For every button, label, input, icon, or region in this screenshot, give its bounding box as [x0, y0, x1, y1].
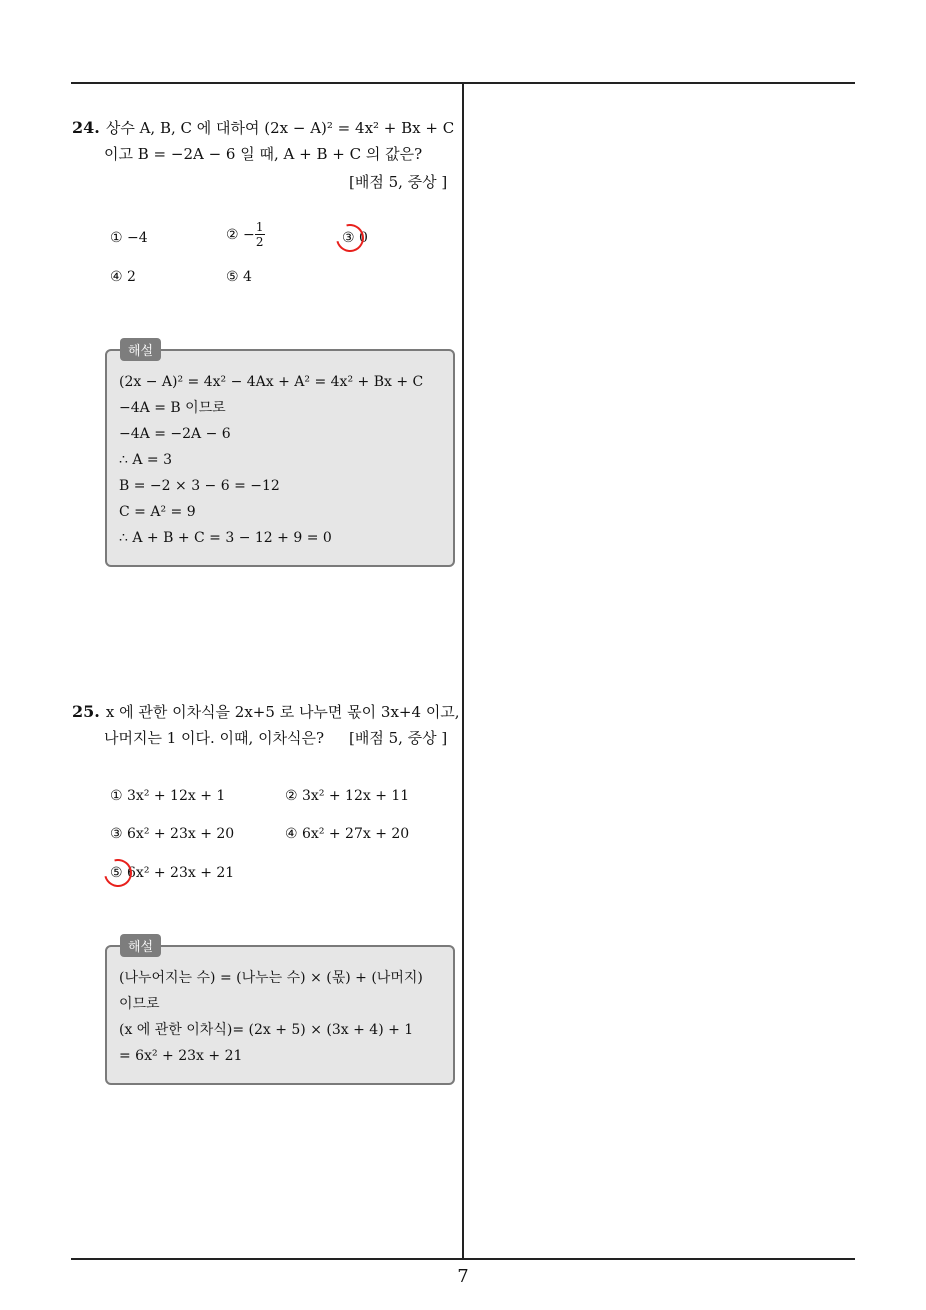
q24-text1: 상수 A, B, C 에 대하여 (2x − A)² = 4x² + Bx + C [105, 119, 455, 137]
page-number: 7 [457, 1266, 469, 1287]
choice-mark-3: ③ [110, 826, 123, 842]
choice-value: 6x² + 23x + 20 [127, 826, 235, 842]
solution-line: B = −2 × 3 − 6 = −12 [119, 478, 280, 494]
answer-circle-mark [331, 219, 369, 257]
solution-line: (x 에 관한 이차식)= (2x + 5) × (3x + 4) + 1 [119, 1022, 414, 1038]
choice-mark-5-text: ⑤ [110, 865, 123, 881]
choice-value: 2 [127, 269, 136, 285]
choice-mark-3-text: ③ [342, 230, 355, 246]
solution-label: 해설 [120, 934, 161, 957]
choice-value: 6x² + 23x + 21 [127, 865, 235, 881]
choice-mark-4: ④ [110, 269, 123, 285]
q24-choice-2[interactable] [226, 220, 265, 249]
choice-value: −4 [127, 230, 148, 246]
choice-mark-4: ④ [285, 826, 298, 842]
choice-mark-5: ⑤ [226, 269, 239, 285]
bottom-rule [71, 1258, 855, 1260]
q25-text1: x 에 관한 이차식을 2x+5 로 나누면 몫이 3x+4 이고, [105, 703, 460, 721]
q25-choice-5[interactable] [110, 865, 234, 881]
q25-line1 [72, 702, 460, 722]
solution-line: ∴ A + B + C = 3 − 12 + 9 = 0 [119, 530, 332, 546]
solution-line: 이므로 [119, 996, 160, 1012]
choice-value: 6x² + 27x + 20 [302, 826, 410, 842]
answer-circle-mark [99, 854, 137, 892]
q25-number: 25. [72, 702, 100, 721]
solution-line: (2x − A)² = 4x² − 4Ax + A² = 4x² + Bx + C [119, 374, 424, 390]
fraction [255, 220, 265, 249]
q25-score: [배점 5, 중상 ] [349, 729, 448, 747]
q25-solution-box [105, 940, 455, 1085]
fraction-numerator: 1 [255, 220, 264, 234]
solution-line: (나누어지는 수) = (나누는 수) × (몫) + (나머지) [119, 970, 423, 986]
choice-mark-5 [110, 865, 123, 881]
q25-choice-1[interactable] [110, 788, 225, 804]
choice-mark-3 [342, 230, 355, 246]
q24-choice-4[interactable] [110, 269, 136, 285]
choice-value: 3x² + 12x + 11 [302, 788, 410, 804]
solution-line: −4A = B 이므로 [119, 400, 226, 416]
q24-line1 [72, 118, 454, 138]
solution-line: ∴ A = 3 [119, 452, 173, 468]
choice-value: 3x² + 12x + 1 [127, 788, 226, 804]
choice-mark-1: ① [110, 788, 123, 804]
q24-score: [배점 5, 중상 ] [349, 173, 448, 191]
q24-choice-1[interactable] [110, 230, 148, 246]
solution-line: = 6x² + 23x + 21 [119, 1048, 243, 1064]
q25-choice-3[interactable] [110, 826, 234, 842]
solution-line: C = A² = 9 [119, 504, 196, 520]
q24-line2: 이고 B = −2A − 6 일 때, A + B + C 의 값은? [104, 145, 423, 163]
q25-choice-4[interactable] [285, 826, 409, 842]
column-divider [462, 83, 464, 1259]
q24-choice-3[interactable] [342, 230, 368, 246]
fraction-denominator: 2 [255, 235, 264, 249]
choice-mark-2: ② [285, 788, 298, 804]
q24-solution-box [105, 344, 455, 567]
q25-line2: 나머지는 1 이다. 이때, 이차식은? [104, 729, 325, 747]
solution-line: −4A = −2A − 6 [119, 426, 231, 442]
q24-number: 24. [72, 118, 100, 137]
q25-choice-2[interactable] [285, 788, 409, 804]
choice-sign: − [243, 226, 255, 243]
solution-label: 해설 [120, 338, 161, 361]
choice-value: 0 [359, 230, 368, 246]
choice-value: 4 [243, 269, 252, 285]
q24-choice-5[interactable] [226, 269, 252, 285]
choice-mark-2: ② [226, 226, 239, 243]
choice-mark-1: ① [110, 230, 123, 246]
